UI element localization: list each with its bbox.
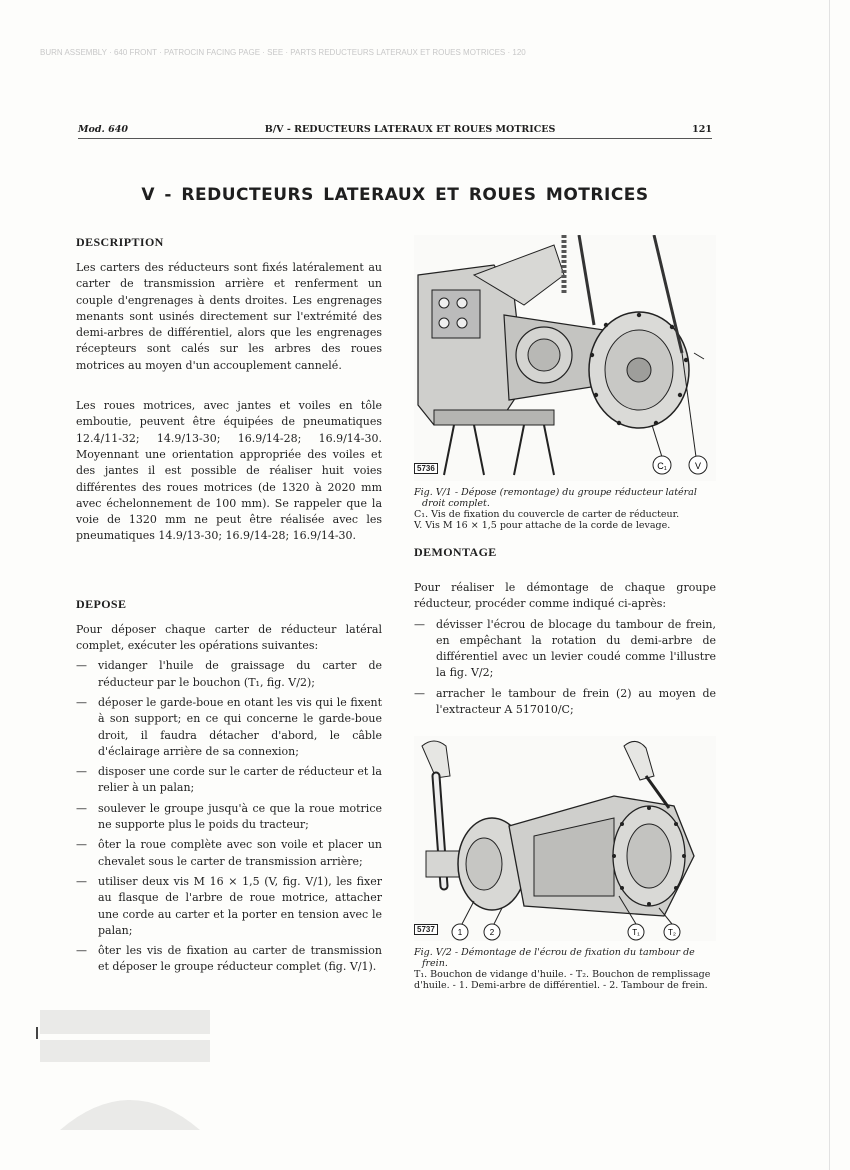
depose-heading: DEPOSE: [76, 596, 127, 611]
figure-v2-note: T₁. Bouchon de vidange d'huile. - T₂. Bouchon de remplissage d'huile. - 1. Demi-arbre de différentiel. - 2. Tambour de frein.: [414, 969, 711, 992]
list-item: — dévisser l'écrou de blocage du tambour de frein, en empêchant la rotation du demi-arbre de différentiel avec un levier coudé comme l'illustre la fig. V/2;: [414, 617, 716, 680]
list-item: — déposer le garde-boue en otant les vis qui le fixent à son support; en ce qui concerne le garde-boue droit, il faudra détacher d'abord, le câble d'éclairage arrière de sa connexion;: [76, 695, 382, 758]
list-item: — ôter la roue complète avec son voile et placer un chevalet sous le carter de transmission arrière;: [76, 838, 382, 868]
figure-v1-note-c1: C₁. Vis de fixation du couvercle de carter de réducteur.: [414, 509, 680, 520]
figure-v2: [414, 736, 716, 941]
list-item: — disposer une corde sur le carter de réducteur et la relier à un palan;: [76, 765, 382, 795]
list-item: — vidanger l'huile de graissage du carter de réducteur par le bouchon (T₁, fig. V/2);: [76, 659, 382, 689]
page-edge: [829, 0, 830, 1170]
header-model: Mod. 640: [78, 124, 128, 135]
spacer: [414, 722, 716, 736]
list-item: — arracher le tambour de frein (2) au moyen de l'extracteur A 517010/C;: [414, 686, 716, 717]
list-item: — soulever le groupe jusqu'à ce que la roue motrice ne supporte plus le poids du tracteur;: [76, 801, 382, 832]
figure-v2-caption-title: Fig. V/2 - Démontage de l'écrou de fixation du tambour de frein.: [414, 947, 695, 970]
left-column: [76, 235, 382, 980]
pencil-mark: [36, 1027, 38, 1039]
callout-c1: C₁: [657, 461, 667, 471]
figure-v1-caption-title: Fig. V/1 - Dépose (remontage) du groupe réducteur latéral droit complet.: [414, 487, 697, 509]
header-section: B/V - REDUCTEURS LATERAUX ET ROUES MOTRICES: [264, 124, 556, 135]
figure-tag-5736: 5736: [414, 463, 438, 474]
demontage-steps: [414, 617, 716, 719]
page-header: [78, 124, 712, 135]
figure-v1: [414, 235, 716, 481]
list-item: — ôter les vis de fixation au carter de transmission et déposer le groupe réducteur complet (fig. V/1).: [76, 944, 382, 974]
callout-t2: T₂: [668, 928, 676, 938]
spacer: [414, 531, 716, 545]
reducer-removal-illustration: [414, 235, 716, 481]
demontage-heading: DEMONTAGE: [414, 545, 497, 559]
header-rule: [78, 138, 712, 139]
list-item: — utiliser deux vis M 16 × 1,5 (V, fig. V/1), les fixer au flasque de l'arbre de roue motrice, attacher une corde au carter et la porter en tension avec le palan;: [76, 874, 382, 937]
description-paragraph-1: Les carters des réducteurs sont fixés latéralement au carter de transmission arrière et renferment un couple d'engrenages à dents droites. Les engrenages menants sont usinés directement sur l'extrémité des demi-arbres de différentiel, alors que les engrenages récepteurs sont calés sur les arbres des roues motrices au moyen d'un accouplement cannelé.: [76, 261, 382, 372]
bleed-through-logo: [40, 900, 220, 1140]
figure-v2-caption: [414, 947, 716, 991]
callout-t1: T₁: [632, 928, 640, 938]
figure-tag-5737: 5737: [414, 924, 438, 935]
callout-1: 1: [457, 928, 463, 938]
figure-v1-caption: [414, 487, 716, 531]
page-title: V - REDUCTEURS LATERAUX ET ROUES MOTRICES: [141, 185, 649, 205]
description-paragraph-2: Les roues motrices, avec jantes et voiles en tôle emboutie, peuvent être équipées de pneumatiques 12.4/11-32; 14.9/13-30; 16.9/14-28; 16.9/14-30. Moyennant une orientation appropriée des voiles et des jantes il est possible de réaliser huit voies différentes des roues motrices (de 1320 à 2020 mm avec échelonnement de 100 mm). Se rappeler que la voie de 1320 mm ne peut être réalisée avec les pneumatiques 14.9/13-30; 16.9/14-28; 16.9/14-30.: [76, 399, 382, 543]
callout-2: 2: [489, 928, 495, 938]
callout-v: V: [694, 461, 702, 471]
spacer: [414, 570, 716, 580]
spacer: [76, 374, 382, 398]
demontage-intro: Pour réaliser le démontage de chaque groupe réducteur, procéder comme indiqué ci-après:: [414, 581, 716, 611]
page-number: 121: [692, 124, 712, 135]
right-column: [414, 235, 716, 991]
spacer: [76, 545, 382, 597]
bleed-through-text: BURN ASSEMBLY · 640 FRONT · PATROCIN FACING PAGE · SEE · PARTS REDUCTEURS LATERAUX ET ROUES MOTRICES · 120: [40, 48, 526, 57]
description-heading: DESCRIPTION: [76, 235, 164, 249]
brake-drum-nut-removal-illustration: [414, 736, 716, 941]
depose-intro: Pour déposer chaque carter de réducteur latéral complet, exécuter les opérations suivantes:: [76, 622, 382, 653]
figure-v1-note-v: V. Vis M 16 × 1,5 pour attache de la corde de levage.: [414, 520, 671, 531]
